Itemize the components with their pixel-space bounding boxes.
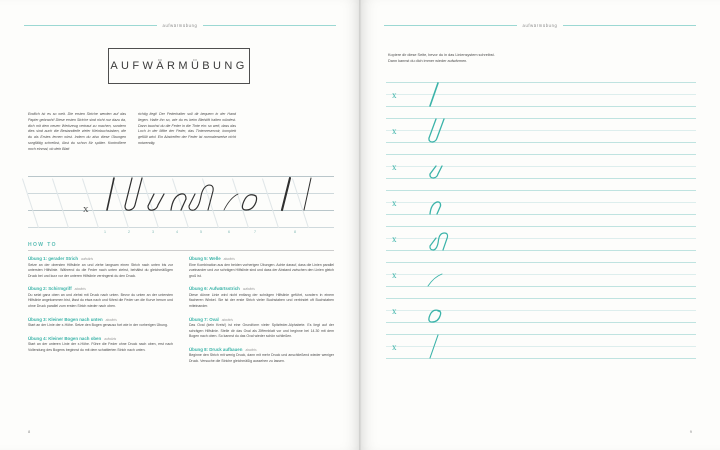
exercise-title-text: Übung 6: Aufwärtsstrich [189, 286, 240, 292]
exercise-direction: abwärts [221, 317, 233, 322]
exercise-item [189, 347, 334, 365]
running-head-text: aufwärmübung [522, 22, 558, 28]
exercise-title [28, 256, 173, 261]
exercise-text: Du setzt ganz oben an und ziehst mit Druck nach unten. Bevor du unten an der untersten Hilfslinie angekommen bist, lässt du etwa nach und führst die Feder um die Kurve herum und ohne Druck parallel zum ersten Strich wieder nach oben. [28, 292, 173, 308]
practice-row[interactable] [386, 186, 696, 222]
stroke-oval [386, 294, 696, 330]
exercise-item [28, 286, 173, 309]
instruction-line-2: Dann kannst du dich immer wieder aufwärmen. [388, 59, 468, 64]
exercise-title [189, 317, 334, 322]
exercise-title-text: Übung 1: gerader Strich [28, 256, 79, 261]
exercise-title-text: Übung 5: Welle [189, 256, 221, 261]
tick-label: 2 [128, 230, 130, 234]
sample-tick-row [28, 230, 334, 238]
exercise-title-text: Übung 4: Kleiner Bogen nach oben [28, 335, 102, 341]
tick-label: 6 [228, 230, 230, 234]
intro-column-2: richtig liegt! Der Federhalter soll dir bequem in der Hand liegen. Halte ihn so, wie du es beim Bleistift halten würdest. Dann tauchst du die Feder in die Tinte ein: so weit, dass das Loch in der Mitte der Feder, das Tintenreservoir, komplett gefüllt wird. Ein Abstreifen der Feder ist normalerweise nicht notwendig. [138, 112, 236, 146]
exercise-title-text: Übung 8: Druck aufbauen [189, 346, 243, 352]
tick-label: 5 [200, 230, 202, 234]
exercise-title-text: Übung 7: Oval [189, 316, 219, 322]
exercise-direction: aufwärts [242, 287, 255, 292]
tick-label: 3 [152, 230, 154, 234]
running-head-right [384, 20, 696, 30]
guide-letter: x [392, 234, 397, 244]
stroke-kleiner-bogen-unten [386, 150, 696, 186]
page-number-right: 9 [689, 429, 692, 434]
exercise-text: Start an der Linie der x-Höhe. Setze den Bogen genauso fort wie in der vorherigen Übung. [28, 323, 168, 328]
running-head-left [24, 20, 336, 30]
exercise-item [189, 286, 334, 309]
practice-row[interactable] [386, 222, 696, 258]
tick-label: 7 [254, 230, 256, 234]
tick-label: 4 [176, 230, 178, 234]
running-head-rule-right [563, 25, 696, 26]
intro-column-1: Endlich ist es so weit. Die ersten Striche werden auf das Papier gebracht! Diese ersten Striche sind nicht nur dazu da, dich mit dem neuen Werkzeug vertraut zu machen, sondern dies sind auch die Bestandteile vieler Kleinbuchstaben, die du als Erstes lernen wirst. Indem du also diese Übungen sorgfältig schreibst, übst du schon für später. Kontrolliere noch einmal, ob dein Blatt [28, 112, 126, 151]
stroke-schirmgriff [386, 114, 696, 150]
exercise-title-text: Übung 3: Kleiner Bogen nach unten [28, 316, 103, 322]
guide-letter: x [392, 126, 397, 136]
instruction-block [388, 52, 688, 65]
running-head-rule-right [203, 25, 336, 26]
exercise-title [189, 347, 334, 352]
tick-label: 1 [104, 230, 106, 234]
practice-row[interactable] [386, 114, 696, 150]
practice-row[interactable] [386, 294, 696, 330]
stroke-gerader-strich [386, 78, 696, 114]
guide-letter: x [392, 270, 397, 280]
exercise-direction: aufwärts [81, 257, 94, 261]
exercise-title [189, 256, 334, 261]
stroke-welle [386, 222, 696, 258]
exercise-direction: aufwärts [104, 336, 117, 341]
howto-column-right [189, 256, 334, 372]
exercise-title-text: Übung 2: Schirmgriff [28, 286, 72, 292]
running-head-rule-left [384, 25, 517, 26]
book-gutter [359, 0, 361, 450]
stroke-aufwaertsstrich [386, 258, 696, 294]
practice-row[interactable] [386, 78, 696, 114]
exercise-item [28, 317, 173, 329]
page-title: AUFWÄRMÜBUNG [110, 60, 248, 72]
exercise-direction: abwärts [74, 287, 86, 292]
exercise-direction: abwärts [105, 317, 117, 322]
stroke-kleiner-bogen-oben [386, 186, 696, 222]
exercise-text: Setze an der obersten Hilfslinie an und ziehe langsam einen Strich nach unten bis zur untersten Hilfslinie. Während du die Feder nach unten ziehst, behältst du gleichmäßigen Druck bei und kurz vor der unteren Hilfslinie verringerst du den Druck. [28, 262, 173, 278]
exercise-title [28, 317, 173, 322]
page-number-left: 8 [28, 429, 31, 434]
exercise-item [189, 256, 334, 279]
exercise-text: Start an der unteren Linie der x-Höhe. Führe die Feder ohne Druck nach oben, erst nach Vollendung des Bogens beginnst du mit dem schattierten Strich nach unten. [28, 342, 173, 352]
running-head-text: aufwärmübung [162, 22, 198, 28]
exercise-text: Das Oval (kein Kreis!) ist eine Grundform vieler Spitzfeder-Alphabete. Es liegt auf der schrägen Hilfslinie. Stelle dir das Oval als Ziffernblatt vor und beginne bei 14.30 mit dem Bogen nach oben. So kannst du das Oval wieder schön schließen. [189, 323, 334, 339]
stroke-druck-aufbauen [386, 330, 696, 366]
exercise-text: Beginne den Strich mit wenig Druck, dann mit mehr Druck und anschließend wieder weniger Druck. Versuche die Striche gleichmäßig aussehen zu lassen. [189, 353, 334, 363]
guide-letter: x [392, 306, 397, 316]
howto-divider [28, 250, 334, 251]
howto-heading: HOW TO [28, 242, 57, 248]
exercise-title [28, 336, 173, 341]
exercise-direction: abwärts [223, 257, 235, 261]
exercise-text: Eine Kombination aus den beiden vorherigen Übungen. Achte darauf, dass die Linien parallel zueinander und zur schrägen Hilfslinie sind und dass der Abstand zwischen den Linien gleich groß ist. [189, 262, 334, 278]
practice-row[interactable] [386, 150, 696, 186]
guide-letter: x [392, 162, 397, 172]
exercise-item [189, 317, 334, 340]
exercise-item [28, 256, 173, 279]
running-head-rule-left [24, 25, 157, 26]
exercise-title [28, 286, 173, 291]
sample-guideline-band [28, 176, 334, 228]
practice-rows [386, 78, 696, 366]
svg-text:x: x [83, 203, 89, 215]
guide-letter: x [392, 342, 397, 352]
practice-row[interactable] [386, 258, 696, 294]
page-title-box [108, 48, 250, 84]
sample-strokes [28, 176, 334, 228]
exercise-title [189, 286, 334, 291]
guide-letter: x [392, 90, 397, 100]
right-page [360, 0, 720, 450]
exercise-direction: abwärts [245, 347, 257, 352]
tick-label: 8 [294, 230, 296, 234]
intro-text [28, 112, 334, 153]
exercise-item [28, 336, 173, 354]
howto-column-left [28, 256, 173, 372]
instruction-line-1: Kopiere dir diese Seite, bevor du in das Liniensystem schreibst. [388, 53, 495, 57]
practice-row[interactable] [386, 330, 696, 366]
exercise-text: Diese dünne Linie wird nicht entlang der schrägen Hilfslinie geführt, sondern in einem flacheren Winkel. Sie ist der erste Strich vieler Buchstaben und verbindet oft Buchstaben miteinander. [189, 292, 334, 308]
howto-columns [28, 256, 334, 372]
guide-letter: x [392, 198, 397, 208]
